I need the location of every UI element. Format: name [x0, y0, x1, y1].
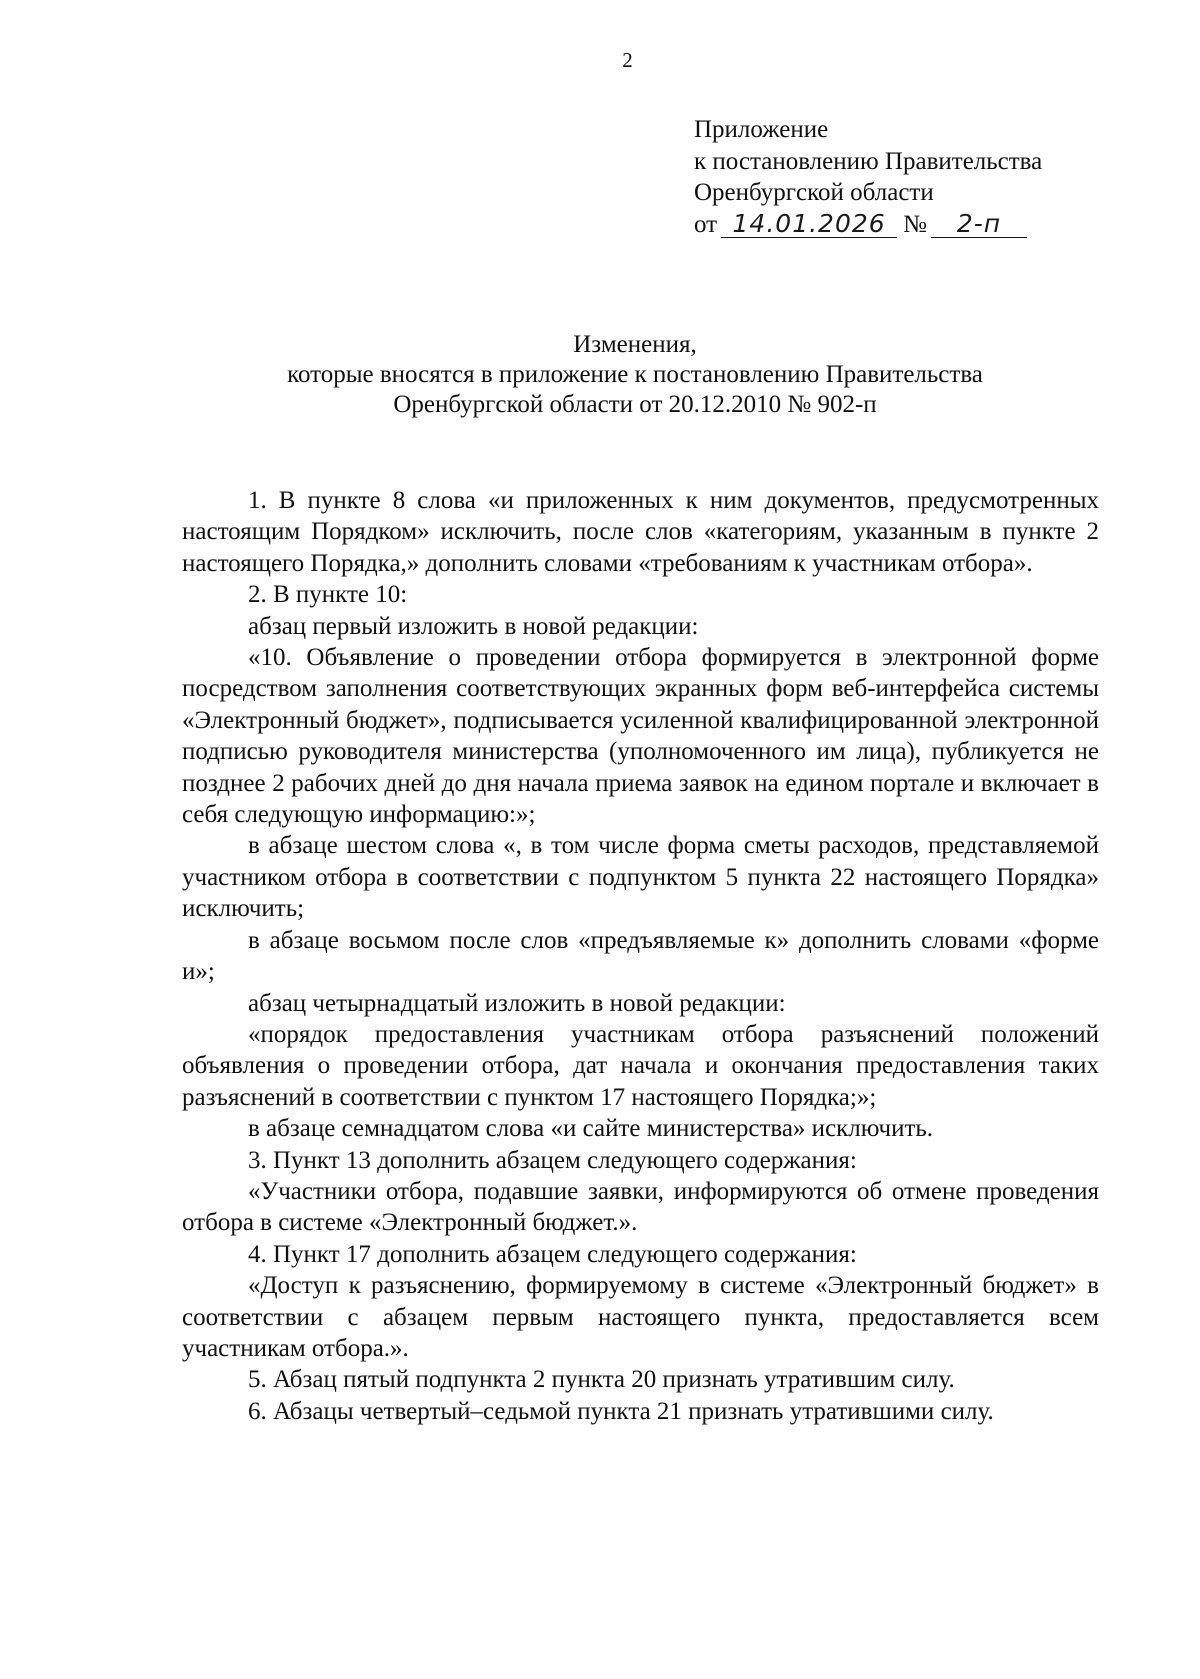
paragraph: 3. Пункт 13 дополнить абзацем следующего содержания:	[248, 1146, 857, 1174]
title-line-3: Оренбургской области от 20.12.2010 № 902-п	[393, 391, 877, 418]
title-line-2: которые вносятся в приложение к постановлению Правительства	[287, 361, 983, 388]
paragraph: 6. Абзацы четвертый–седьмой пункта 21 признать утратившими силу.	[248, 1397, 994, 1425]
page-number: 2	[622, 48, 633, 72]
number-prefix: №	[903, 210, 927, 238]
paragraph: в абзаце семнадцатом слова «и сайте министерства» исключить.	[248, 1115, 934, 1143]
handwritten-number: 2-п	[931, 211, 1027, 238]
paragraph: «10. Объявление о проведении отбора формируется в электронной форме посредством заполнения соответствующих экранных форм веб-интерфейса системы «Электронный бюджет», подписывается усиленной квалифицированной электронной подписью руководителя министерства (уполномоченного им лица), публикуется не позднее 2 рабочих дней до дня начала приема заявок на едином портале и включает в себя следующую информацию:»;	[182, 644, 1099, 829]
appendix-line-1: Приложение	[694, 116, 829, 143]
paragraph: абзац четырнадцатый изложить в новой редакции:	[248, 989, 786, 1017]
title-line-1: Изменения,	[573, 331, 697, 358]
paragraph: в абзаце восьмом после слов «предъявляемые к» дополнить словами «форме и»;	[182, 926, 1099, 986]
handwritten-date: 14.01.2026	[721, 211, 897, 238]
paragraph: 5. Абзац пятый подпункта 2 пункта 20 признать утратившим силу.	[248, 1366, 955, 1394]
paragraph: 1. В пункте 8 слова «и приложенных к ним документов, предусмотренных настоящим Порядком» исключить, после слов «категориям, указанным в пункте 2 настоящего Порядка,» дополнить словами «требованиям к участникам отбора».	[182, 487, 1099, 577]
paragraph: 2. В пункте 10:	[248, 581, 408, 609]
appendix-block	[694, 114, 1042, 240]
paragraph: в абзаце шестом слова «, в том числе форма сметы расходов, представляемой участником отбора в соответствии с подпунктом 5 пункта 22 настоящего Порядка» исключить;	[182, 832, 1099, 923]
paragraph: 4. Пункт 17 дополнить абзацем следующего содержания:	[248, 1240, 857, 1268]
document-body	[182, 485, 1099, 1427]
appendix-line-2: к постановлению Правительства	[694, 147, 1043, 175]
appendix-line-3: Оренбургской области	[694, 179, 934, 206]
date-prefix: от	[694, 210, 718, 238]
appendix-date-row	[694, 209, 1042, 241]
paragraph: «Доступ к разъяснению, формируемому в системе «Электронный бюджет» в соответствии с абзацем первым настоящего пункта, предоставляется всем участникам отбора.».	[182, 1272, 1099, 1362]
document-title	[0, 330, 1200, 420]
paragraph: «порядок предоставления участникам отбора разъяснений положений объявления о проведении отбора, дат начала и окончания предоставления таких разъяснений в соответствии с пунктом 17 настоящего Порядка;»;	[182, 1020, 1099, 1111]
paragraph: абзац первый изложить в новой редакции:	[248, 612, 699, 640]
paragraph: «Участники отбора, подавшие заявки, информируются об отмене проведения отбора в системе «Электронный бюджет.».	[182, 1177, 1099, 1237]
